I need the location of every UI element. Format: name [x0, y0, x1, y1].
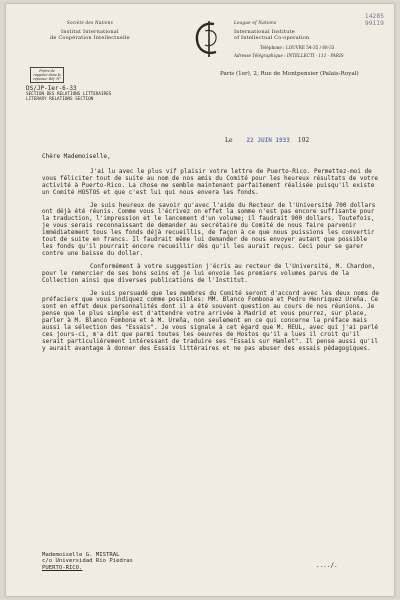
pencil-archive-numbers: [365, 13, 384, 27]
recipient-institution: c/o Universidad Rio Piedras: [42, 558, 133, 565]
institute-name-fr: Institut International: [61, 29, 119, 36]
phone-numbers: 54-35 / 68-33: [306, 44, 335, 50]
section-block: [26, 86, 111, 103]
telegraph-address: Adresse Télégraphique : INTELLECTI - 111 - PARIS: [234, 52, 344, 58]
paragraph-4: Je suis persuadé que les membres du Comité seront d'accord avec les deux noms de préfaciers que vous indiquez comme possibles: MM. Blanco Fombona et Pedro Henriquez Ureña. Ce sont en effet deux personnalités dont il a été souvent question au cours de nos réunions. Je pense que le plus simple est d'attendre votre arrivée à Madrid et vous pourrez, sur place, parler à M. Blanco Fombona et à M. Ureña, non seulement en ce qui concerne la préface mais aussi la sélection des "Essais". Je vous signale à cet égard que M. REUL, avec qui j'ai parlé ces jours-ci, m'a dit que parmi toutes les oeuvres de Hostos qu'il a lues il croit qu'il serait particulièrement intéressant de traduire ses "Essais sur Hamlet". Il pense aussi qu'il y aurait avantage à donner des Essais littéraires et ne pas abuser des essais pédagogiques.: [42, 289, 379, 352]
pencil-number-2: 99119: [364, 20, 384, 27]
league-name-en: League of Nations: [234, 20, 277, 25]
institute-name-en-2: of Intellectual Co-operation: [234, 35, 310, 42]
date-line: [225, 137, 309, 144]
institute-name-en: International Institute: [234, 29, 295, 36]
date-suffix: 192: [297, 137, 310, 144]
recipient-name: Mademoiselle G. MISTRAL: [42, 552, 120, 558]
letter-body: [42, 154, 380, 359]
left-letterhead: [50, 20, 130, 42]
paragraph-3: Conformément à votre suggestion j'écris au recteur de l'Université, M. Chardon, pour le remercier de ses bons soins et je lui envoie les premiers volumes parus de la Collection ainsi que diverses publications de l'Institut.: [42, 262, 376, 284]
recipient-address: [42, 552, 133, 571]
institute-name-fr-2: de Coopération Intellectuelle: [50, 35, 130, 42]
postal-address: Paris (1er), 2, Rue de Montpensier (Palais-Royal): [220, 71, 359, 77]
institute-logo: [192, 19, 226, 59]
greeting: Chère Mademoiselle,: [42, 153, 111, 160]
section-name-en: LITERARY RELATIONS SECTION: [26, 97, 94, 103]
section-name-fr: SECTION DES RELATIONS LITTERAIRES: [26, 91, 112, 97]
letter-page: [6, 4, 394, 596]
continuation-mark: ..../.: [316, 562, 338, 569]
paragraph-1: J'ai lu avec le plus vif plaisir votre lettre de Puerto-Rico. Permettez-moi de vous féliciter tout de suite au nom de nos amis du Comité pour les heureux résultats de votre activité à Puerto-Rico. La chose me semble maintenant parfaitement réalisée puisqu'il existe un Comité HOSTOS et que c'est lui qui nous envera les fonds.: [42, 167, 378, 196]
reply-reference-box: Prière de rappeler dans la réponse: Réf. N°: [30, 67, 64, 83]
reference-number: DS/JP-Ier-6-33: [26, 85, 77, 92]
recipient-country: PUERTO-RICO.: [42, 564, 83, 571]
pencil-number-1: 14285: [364, 13, 384, 20]
right-letterhead: [234, 20, 344, 59]
paragraph-2: Je suis heureux de savoir qu'avec l'aide du Recteur de l'Université 700 dollars ont déjà été réunis. Comme vous l'écrivez on effet la somme n'est pas encore suffisante pour la traduction, l'impression et le lancement d'un volume; il faudrait 900 dollars. Toutefois, je vous serais reconnaissant de demander au secrétaire du Comité de nous faire parvenir immédiatement tous les fonds déjà recueillis, de façon à ce que nous puissions les convertir tout de suite en francs. Il faudrait même lui demander de nous envoyer autant que possible les fonds qu'il pourrait encore recueillir dès qu'il les aurait reçus. Ceci pour se garer contre une baisse du dollar.: [42, 201, 376, 257]
league-name-fr: Société des Nations: [66, 20, 113, 25]
date-prefix: Le: [225, 137, 233, 144]
phone-label: Téléphone : LOUVRE: [260, 44, 305, 50]
date-stamp: 22 JUIN 1933: [246, 137, 290, 144]
